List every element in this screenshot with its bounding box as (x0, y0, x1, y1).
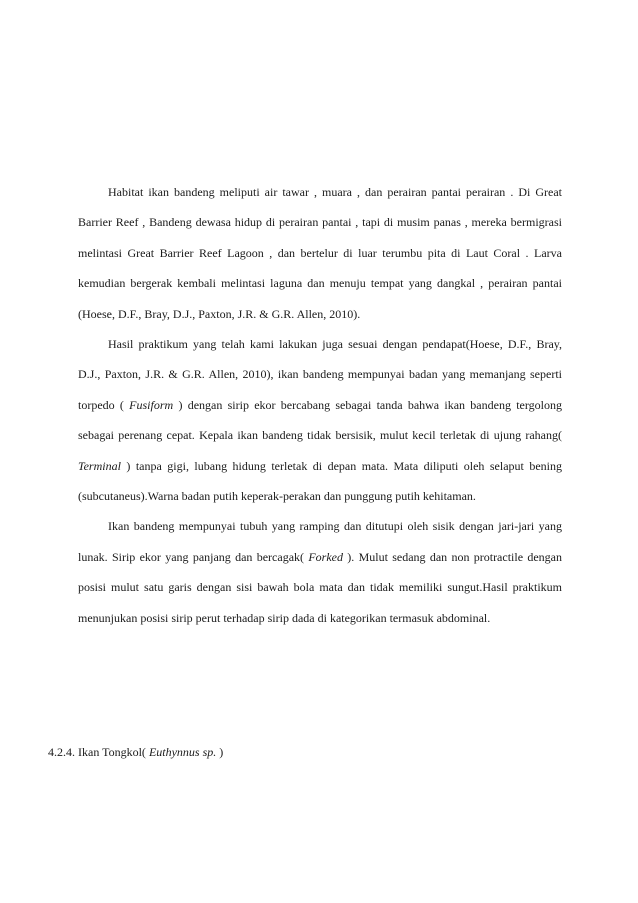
paragraph-text: Hasil praktikum yang telah kami lakukan juga sesuai dengan pendapat(Hoese, D.F., Bray, D.J., Paxton, J.R. & G.R. Allen, 2010), ikan bandeng mempunyai badan yang memanjang seperti torpedo ( (78, 337, 562, 412)
paragraph-tubuh (78, 511, 562, 633)
paragraph-text: ) tanpa gigi, lubang hidung terletak di depan mata. Mata diliputi oleh selaput bening (subcutaneus).Warna badan putih keperak-perakan dan punggung putih kehitaman. (78, 458, 562, 504)
body-text (78, 177, 562, 633)
paragraph-text: Ikan bandeng mempunyai tubuh yang ramping dan ditutupi oleh sisik dengan jari-jari yang lunak. Sirip ekor yang panjang dan bercagak( (78, 519, 562, 564)
term-terminal: Terminal (78, 458, 121, 473)
heading-prefix: 4.2.4. Ikan Tongkol( (48, 745, 149, 759)
paragraph-text: Habitat ikan bandeng meliputi air tawar , muara , dan perairan pantai perairan . Di Great Barrier Reef , Bandeng dewasa hidup di perairan pantai , tapi di musim panas , mereka bermigrasi melintasi Great Barrier Reef Lagoon , dan bertelur di luar terumbu pita di Laut Coral . Larva kemudian bergerak kembali melintasi laguna dan menuju tempat yang dangkal , perairan pantai (Hoese, D.F., Bray, D.J., Paxton, J.R. & G.R. Allen, 2010). (78, 185, 562, 321)
paragraph-text: ) dengan sirip ekor bercabang sebagai tanda bahwa ikan bandeng tergolong sebagai perenang cepat. Kepala ikan bandeng tidak bersisik, mulut kecil terletak di ujung rahang( (78, 397, 562, 443)
heading-suffix: ) (216, 745, 224, 759)
term-forked: Forked (308, 549, 343, 564)
heading-species: Euthynnus sp. (148, 745, 217, 759)
term-fusiform: Fusiform (129, 397, 174, 412)
paragraph-hasil-praktikum (78, 329, 562, 511)
section-heading (48, 742, 223, 762)
paragraph-text: ). Mulut sedang dan non protractile dengan posisi mulut satu garis dengan sisi bawah bola mata dan tidak memiliki sungut.Hasil praktikum menunjukan posisi sirip perut terhadap sirip dada di kategorikan termasuk abdominal. (78, 549, 562, 625)
paragraph-habitat (78, 177, 562, 329)
